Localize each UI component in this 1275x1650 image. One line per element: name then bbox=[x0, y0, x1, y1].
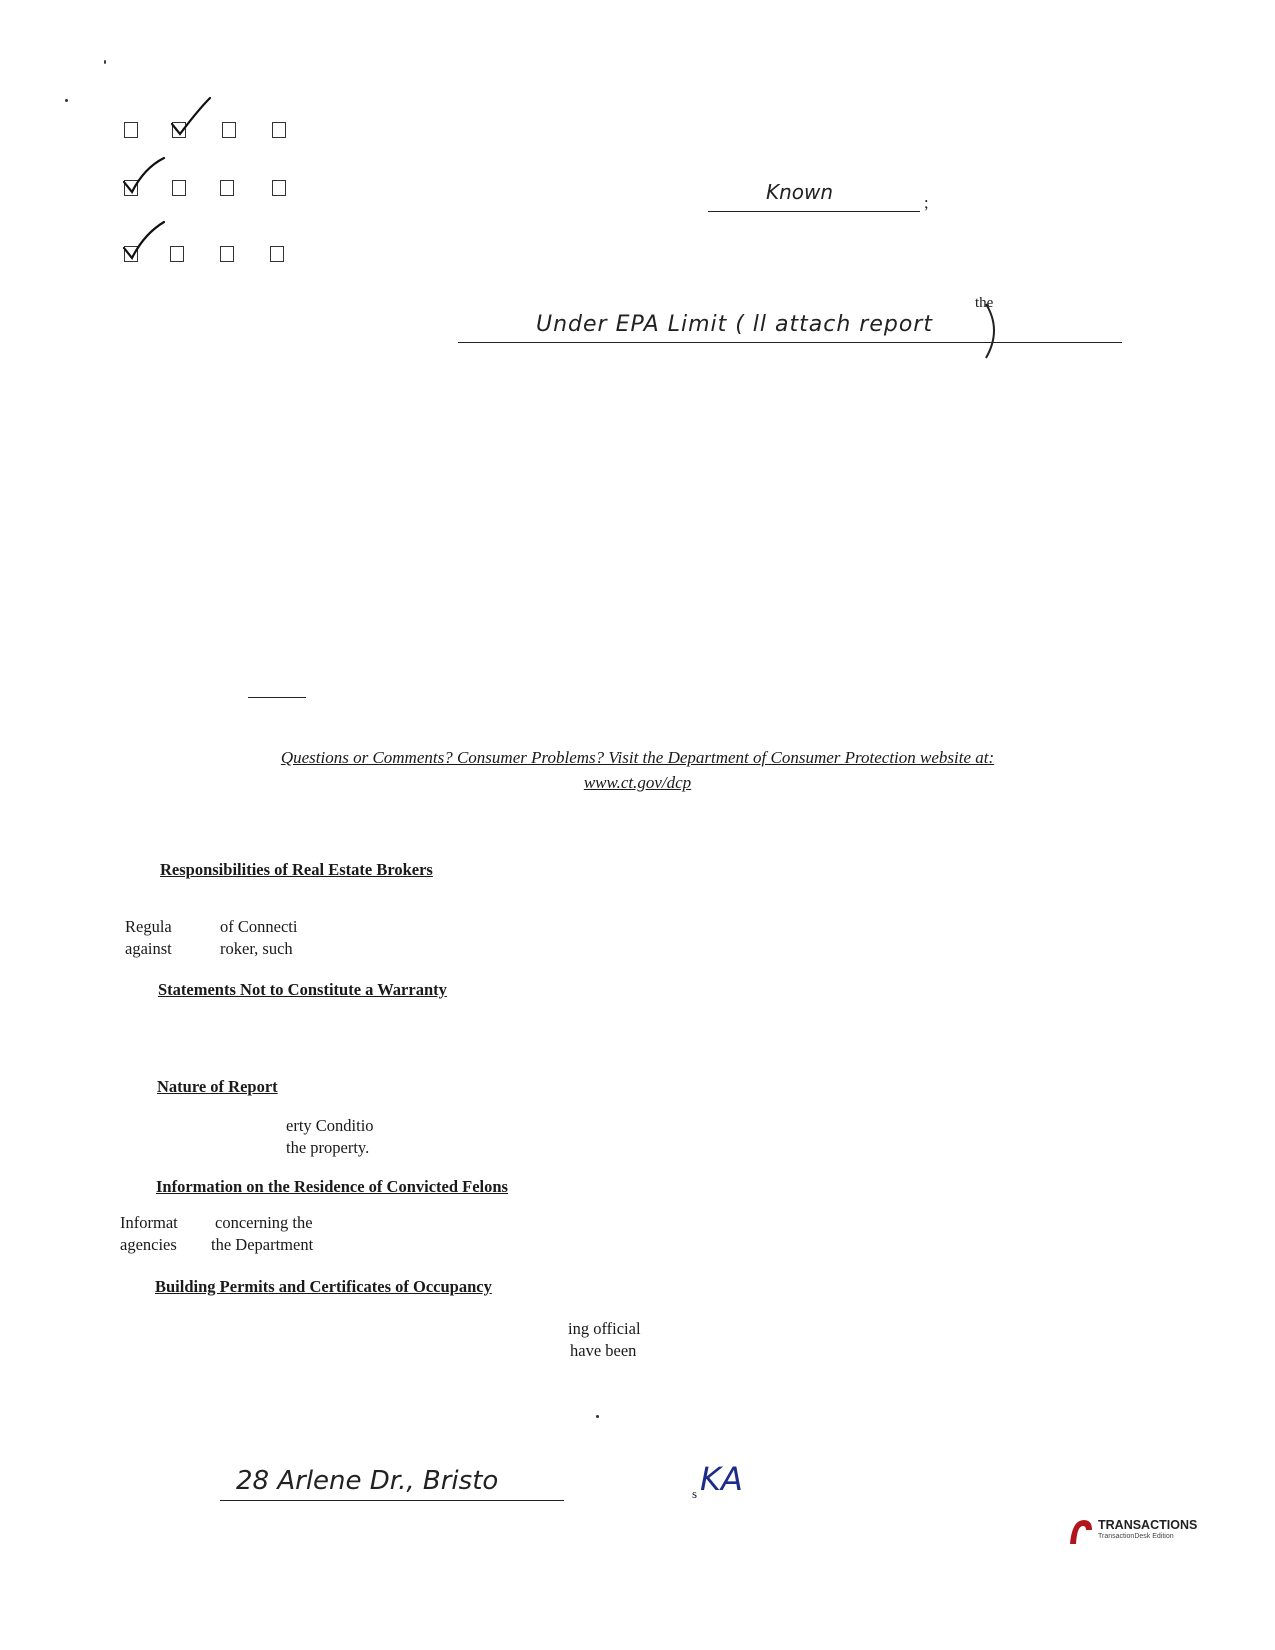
address-line bbox=[220, 1500, 564, 1501]
short-blank-line bbox=[248, 697, 306, 698]
the-word: the bbox=[975, 295, 994, 311]
checkbox[interactable] bbox=[220, 180, 234, 196]
brand-name: TRANSACTIONS bbox=[1098, 1518, 1198, 1532]
brand-arch-icon bbox=[1066, 1516, 1096, 1546]
frag-property: the property. bbox=[286, 1138, 370, 1157]
answer-epa-line bbox=[458, 342, 1122, 343]
checkbox[interactable] bbox=[270, 246, 284, 262]
answer-known-line bbox=[708, 211, 920, 212]
initials-prefix: s bbox=[692, 1486, 698, 1501]
initials-handwritten: KA bbox=[700, 1460, 743, 1498]
heading-permits: Building Permits and Certificates of Occupancy bbox=[155, 1277, 492, 1296]
heading-felons: Information on the Residence of Convicted Felons bbox=[156, 1177, 508, 1196]
notice-line-1: Questions or Comments? Consumer Problems? Visit the Department of Consumer Protection website at: bbox=[280, 748, 995, 767]
frag-informat: Informat bbox=[120, 1213, 178, 1232]
checkbox[interactable] bbox=[272, 180, 286, 196]
answer-known-punct: ; bbox=[924, 193, 929, 212]
closing-bracket-icon bbox=[982, 300, 1006, 364]
frag-have-been: have been bbox=[570, 1341, 637, 1360]
frag-roker: roker, such bbox=[220, 939, 293, 958]
answer-epa: Under EPA Limit ( ll attach report bbox=[536, 312, 933, 337]
frag-connecti: of Connecti bbox=[220, 917, 298, 936]
frag-department: the Department bbox=[211, 1235, 314, 1254]
frag-against: against bbox=[125, 939, 172, 958]
checkmark-icon bbox=[168, 96, 228, 146]
notice-link[interactable]: www.ct.gov/dcp bbox=[583, 773, 692, 792]
checkbox[interactable] bbox=[272, 122, 286, 138]
scan-speck bbox=[596, 1415, 599, 1418]
frag-agencies: agencies bbox=[120, 1235, 177, 1254]
checkmark-icon bbox=[120, 154, 180, 204]
frag-regula: Regula bbox=[125, 917, 172, 936]
heading-responsibilities: Responsibilities of Real Estate Brokers bbox=[160, 860, 433, 879]
frag-concerning: concerning the bbox=[215, 1213, 313, 1232]
checkmark-icon bbox=[120, 218, 180, 268]
frag-official: ing official bbox=[568, 1319, 641, 1338]
checkbox[interactable] bbox=[220, 246, 234, 262]
brand-sub: TransactionDesk Edition bbox=[1098, 1533, 1174, 1540]
heading-warranty: Statements Not to Constitute a Warranty bbox=[158, 980, 447, 999]
scan-speck bbox=[104, 60, 106, 64]
heading-nature: Nature of Report bbox=[157, 1077, 278, 1096]
frag-conditio: erty Conditio bbox=[286, 1116, 374, 1135]
answer-known: Known bbox=[766, 180, 834, 204]
checkbox[interactable] bbox=[124, 122, 138, 138]
address-handwritten: 28 Arlene Dr., Bristo bbox=[236, 1466, 499, 1496]
brand-logo bbox=[1066, 1514, 1226, 1548]
scan-speck bbox=[65, 99, 68, 102]
